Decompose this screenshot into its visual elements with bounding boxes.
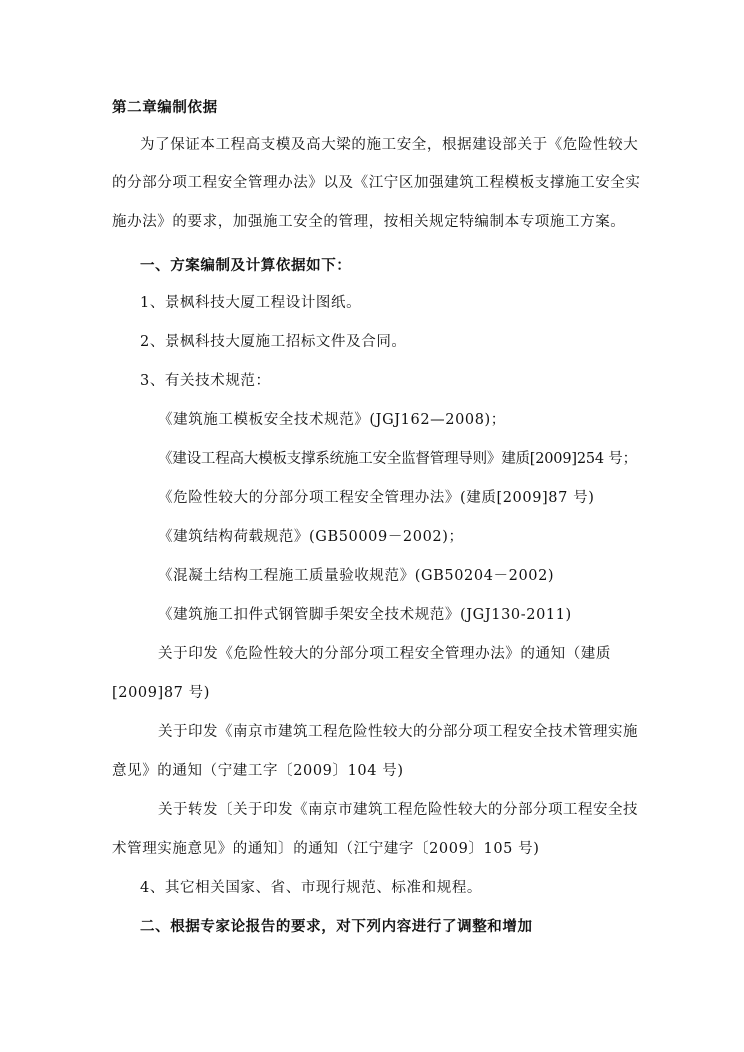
- section1-heading: 一、方案编制及计算依据如下：: [140, 258, 352, 274]
- list-item-1: 1、景枫科技大厦工程设计图纸。: [140, 295, 362, 311]
- notice-3-line-2: 术管理实施意见》的通知〕的通知（江宁建字〔2009〕105 号): [112, 841, 540, 857]
- notice-1-line-2: [2009]87 号): [112, 685, 211, 701]
- notice-1-line-1: 关于印发《危险性较大的分部分项工程安全管理办法》的通知（建质: [158, 646, 611, 662]
- notice-2-line-1: 关于印发《南京市建筑工程危险性较大的分部分项工程安全技术管理实施: [158, 724, 638, 740]
- standard-item: 《建筑结构荷载规范》(GB50009－2002)；: [158, 529, 464, 545]
- list-item-3: 3、有关技术规范：: [140, 373, 271, 389]
- intro-line-2: 的分部分项工程安全管理办法》以及《江宁区加强建筑工程模板支撑施工安全实: [112, 175, 641, 191]
- notice-2-line-2: 意见》的通知（宁建工字〔2009〕104 号): [112, 763, 404, 779]
- list-item-2: 2、景枫科技大厦施工招标文件及合同。: [140, 334, 407, 350]
- intro-line-3: 施办法》的要求，加强施工安全的管理，按相关规定特编制本专项施工方案。: [112, 214, 626, 230]
- chapter-title: 第二章编制依据: [112, 100, 218, 116]
- standard-item: 《建筑施工扣件式钢管脚手架安全技术规范》(JGJ130-2011): [158, 607, 572, 623]
- standard-item: 《危险性较大的分部分项工程安全管理办法》(建质[2009]87 号): [158, 490, 595, 506]
- notice-3-line-1: 关于转发〔关于印发《南京市建筑工程危险性较大的分部分项工程安全技: [158, 802, 638, 818]
- section2-heading: 二、根据专家论报告的要求，对下列内容进行了调整和增加: [140, 919, 533, 935]
- list-item-4: 4、其它相关国家、省、市现行规范、标准和规程。: [140, 880, 483, 896]
- standard-item: 《混凝土结构工程施工质量验收规范》(GB50204－2002): [158, 568, 555, 584]
- intro-line-1: 为了保证本工程高支模及高大梁的施工安全，根据建设部关于《危险性较大: [140, 137, 639, 153]
- standard-item: 《建筑施工模板安全技术规范》(JGJ162—2008)；: [158, 412, 506, 428]
- standard-item: 《建设工程高大模板支撑系统施工安全监督管理导则》建质[2009]254 号；: [158, 451, 637, 467]
